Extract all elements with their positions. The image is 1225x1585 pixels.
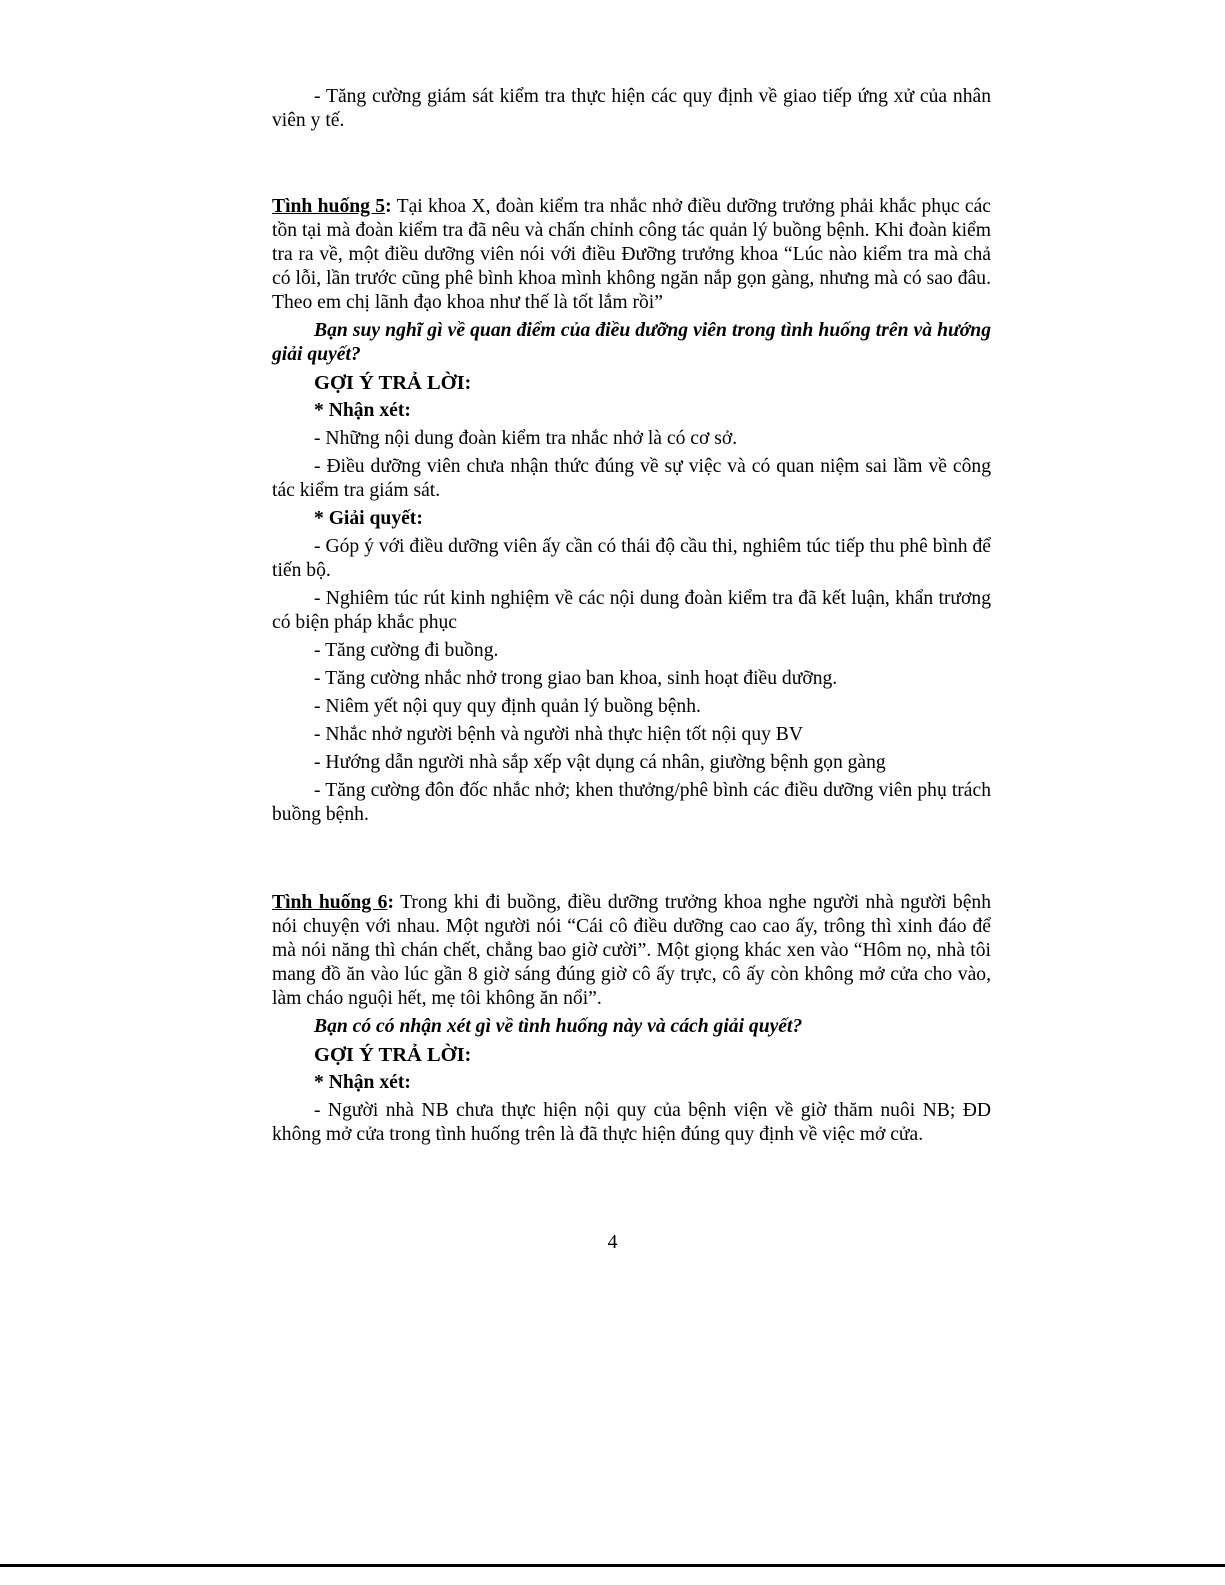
case6-comment-heading: * Nhận xét: — [314, 1072, 411, 1093]
case5-comment-1: - Những nội dung đoàn kiểm tra nhắc nhở là có cơ sở. — [314, 428, 738, 449]
case5-solution-5: - Niêm yết nội quy quy định quản lý buồng bệnh. — [314, 696, 701, 717]
case5-solution-heading: * Giải quyết: — [314, 508, 423, 529]
case5-solution-3: - Tăng cường đi buồng. — [314, 640, 499, 661]
case5-comment-2: - Điều dưỡng viên chưa nhận thức đúng về sự việc và có quan niệm sai lầm về công tác kiểm tra giám sát. — [272, 456, 991, 501]
page-number: 4 — [607, 1232, 618, 1253]
case6-section — [272, 891, 991, 1147]
case5-section — [272, 195, 991, 827]
case6-comment-1: - Người nhà NB chưa thực hiện nội quy của bệnh viện về giờ thăm nuôi NB; ĐD không mở cửa trong tình huống trên là đã thực hiện đúng quy định về việc mở cửa. — [272, 1100, 991, 1145]
case5-comment-heading: * Nhận xét: — [314, 400, 411, 421]
case5-solution-1: - Góp ý với điều dưỡng viên ấy cần có thái độ cầu thi, nghiêm túc tiếp thu phê bình để tiến bộ. — [272, 536, 991, 581]
case6-question: Bạn có có nhận xét gì về tình huống này và cách giải quyết? — [314, 1016, 803, 1037]
case5-question: Bạn suy nghĩ gì về quan điểm của điều dưỡng viên trong tình huống trên và hướng giải quyết? — [272, 320, 991, 365]
case6-body: Trong khi đi buồng, điều dưỡng trưởng khoa nghe người nhà người bệnh nói chuyện với nhau. Một người nói “Cái cô điều dưỡng cao cao ấy, trông thì xinh đáo để mà nói năng thì chán chết, chẳng bao giờ cười”. Một giọng khác xen vào “Hôm nọ, nhà tôi mang đồ ăn vào lúc gần 8 giờ sáng đúng giờ cô ấy trực, cô ấy còn không mở cửa cho vào, làm cháo nguội hết, mẹ tôi không ăn nổi”. — [272, 892, 992, 1009]
case6-label: Tình huống 6 — [272, 892, 388, 913]
case6-paragraph — [272, 891, 991, 1011]
case5-solution-2: - Nghiêm túc rút kinh nghiệm về các nội dung đoàn kiểm tra đã kết luận, khẩn trương có biện pháp khắc phục — [272, 588, 991, 633]
case6-hint-heading: GỢI Ý TRẢ LỜI: — [314, 1044, 472, 1066]
case5-solution-7: - Hướng dẫn người nhà sắp xếp vật dụng cá nhân, giường bệnh gọn gàng — [314, 752, 886, 773]
case5-solution-4: - Tăng cường nhắc nhở trong giao ban khoa, sinh hoạt điều dưỡng. — [314, 668, 838, 689]
case5-label: Tình huống 5 — [272, 196, 386, 217]
bottom-scan-edge — [0, 1564, 1225, 1567]
case5-paragraph — [272, 195, 991, 315]
top-section — [272, 85, 991, 133]
case5-solution-8: - Tăng cường đôn đốc nhắc nhở; khen thưởng/phê bình các điều dưỡng viên phụ trách buồng bệnh. — [272, 780, 991, 825]
case6-colon: : — [387, 892, 394, 913]
case5-hint-heading: GỢI Ý TRẢ LỜI: — [314, 372, 472, 394]
case5-solution-6: - Nhắc nhở người bệnh và người nhà thực hiện tốt nội quy BV — [314, 724, 804, 745]
case5-colon: : — [385, 196, 392, 217]
case5-body: Tại khoa X, đoàn kiểm tra nhắc nhở điều dưỡng trưởng phải khắc phục các tồn tại mà đoàn kiểm tra đã nêu và chấn chỉnh công tác quản lý buồng bệnh. Khi đoàn kiểm tra ra về, một điều dưỡng viên nói với điều Đưỡng trưởng khoa “Lúc nào kiểm tra mà chả có lỗi, lần trước cũng phê bình khoa mình không ngăn nắp gọn gàng, nhưng mà có sao đâu. Theo em chị lãnh đạo khoa như thế là tốt lắm rồi” — [272, 196, 992, 313]
bullet-line: - Tăng cường giám sát kiểm tra thực hiện các quy định về giao tiếp ứng xử của nhân viên y tế. — [272, 86, 991, 131]
